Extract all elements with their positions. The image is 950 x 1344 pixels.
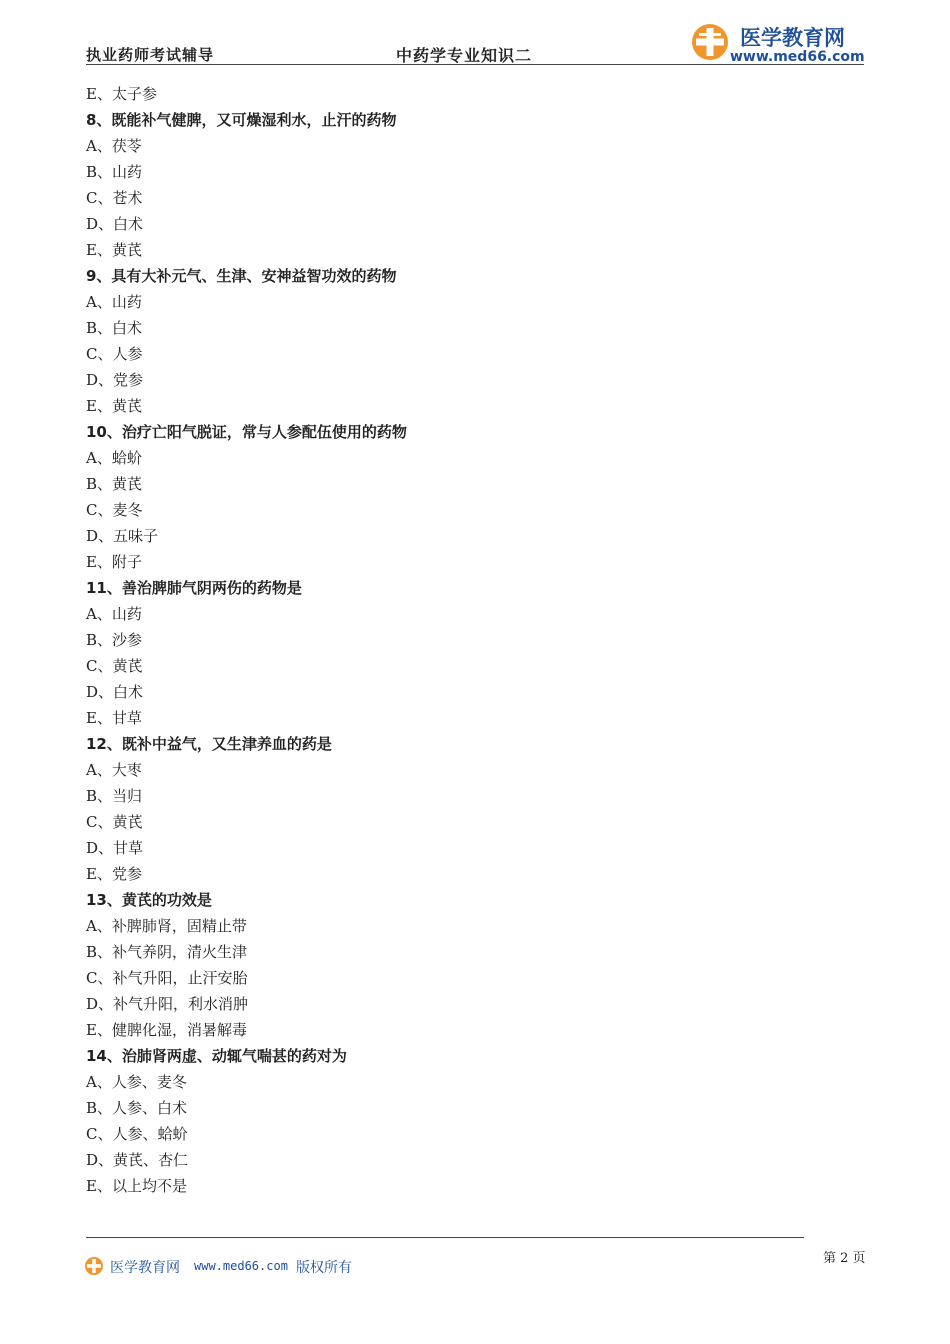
footer-site-url: www.med66.com xyxy=(194,1259,288,1273)
question-list xyxy=(86,81,864,1199)
answer-option: E、甘草 xyxy=(86,709,142,727)
answer-option: A、山药 xyxy=(86,605,142,623)
answer-option: B、白术 xyxy=(86,319,143,337)
question-title: 13、黄芪的功效是 xyxy=(86,891,212,909)
answer-option: B、黄芪 xyxy=(86,475,143,493)
answer-option: D、白术 xyxy=(86,683,144,701)
medical-cross-logo-icon xyxy=(690,22,730,62)
answer-option: E、以上均不是 xyxy=(86,1177,187,1195)
answer-option: A、补脾肺肾，固精止带 xyxy=(86,917,247,935)
answer-option: A、蛤蚧 xyxy=(86,449,142,467)
answer-option: E、附子 xyxy=(86,553,142,571)
answer-option: A、大枣 xyxy=(86,761,142,779)
question-title: 8、既能补气健脾，又可燥湿利水，止汗的药物 xyxy=(86,111,397,129)
footer-site-name: 医学教育网 xyxy=(110,1260,180,1276)
answer-option: D、甘草 xyxy=(86,839,144,857)
logo-site-url: www.med66.com xyxy=(730,49,865,65)
question-title: 14、治肺肾两虚、动辄气喘甚的药对为 xyxy=(86,1047,347,1065)
answer-option: C、麦冬 xyxy=(86,501,143,519)
header-left-title: 执业药师考试辅导 xyxy=(86,46,215,64)
answer-option: C、补气升阳，止汗安胎 xyxy=(86,969,248,987)
answer-option: C、人参、蛤蚧 xyxy=(86,1125,188,1143)
answer-option: E、黄芪 xyxy=(86,241,142,259)
question-title: 9、具有大补元气、生津、安神益智功效的药物 xyxy=(86,267,397,285)
site-logo xyxy=(690,20,870,66)
answer-option: C、黄芪 xyxy=(86,657,143,675)
answer-option: B、补气养阴，清火生津 xyxy=(86,943,248,961)
answer-option: A、茯苓 xyxy=(86,137,142,155)
answer-option: B、人参、白术 xyxy=(86,1099,188,1117)
footer-divider xyxy=(86,1237,804,1238)
answer-option: B、沙参 xyxy=(86,631,143,649)
answer-option: D、五味子 xyxy=(86,527,159,545)
answer-option: D、白术 xyxy=(86,215,144,233)
answer-option: C、人参 xyxy=(86,345,143,363)
answer-option: C、苍术 xyxy=(86,189,143,207)
answer-option: B、山药 xyxy=(86,163,143,181)
answer-option: E、太子参 xyxy=(86,85,157,103)
question-title: 11、善治脾肺气阴两伤的药物是 xyxy=(86,579,302,597)
page-number: 第 2 页 xyxy=(823,1251,866,1266)
answer-option: C、黄芪 xyxy=(86,813,143,831)
question-title: 10、治疗亡阳气脱证，常与人参配伍使用的药物 xyxy=(86,423,407,441)
page-header xyxy=(86,20,864,68)
question-title: 12、既补中益气，又生津养血的药是 xyxy=(86,735,332,753)
header-center-title: 中药学专业知识二 xyxy=(396,46,533,65)
answer-option: D、党参 xyxy=(86,371,144,389)
answer-option: E、健脾化湿，消暑解毒 xyxy=(86,1021,247,1039)
answer-option: D、补气升阳，利水消肿 xyxy=(86,995,249,1013)
answer-option: E、党参 xyxy=(86,865,142,883)
header-divider xyxy=(86,64,864,65)
answer-option: E、黄芪 xyxy=(86,397,142,415)
footer-copyright: 版权所有 xyxy=(296,1260,352,1276)
answer-option: D、黄芪、杏仁 xyxy=(86,1151,189,1169)
logo-site-name: 医学教育网 xyxy=(740,26,845,50)
answer-option: B、当归 xyxy=(86,787,143,805)
answer-option: A、山药 xyxy=(86,293,142,311)
answer-option: A、人参、麦冬 xyxy=(86,1073,187,1091)
medical-cross-logo-icon xyxy=(84,1256,104,1276)
